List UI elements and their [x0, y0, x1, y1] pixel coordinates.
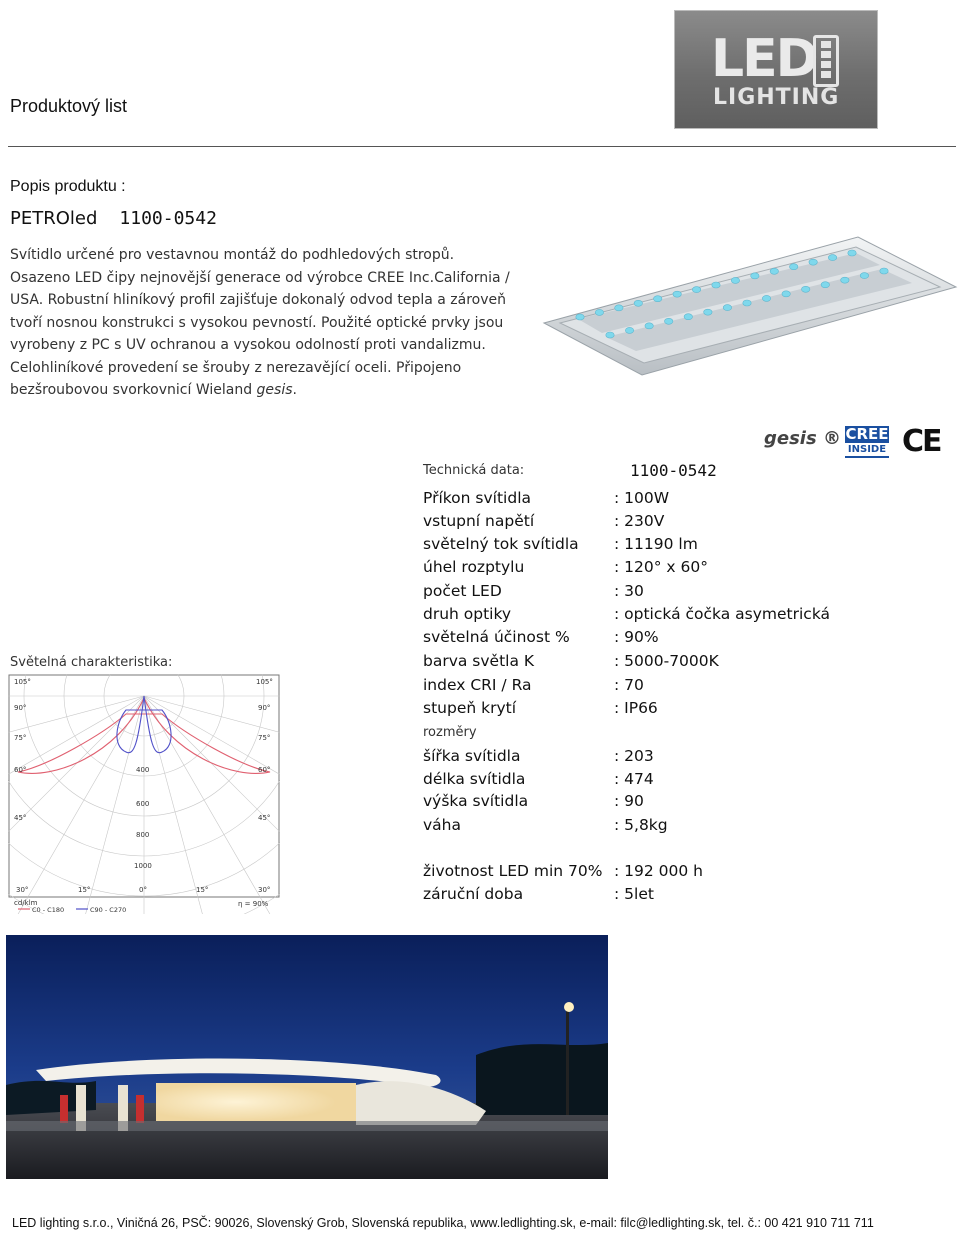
led-dot	[606, 332, 614, 338]
spec-value: : 203	[614, 747, 654, 765]
spec-row-length	[423, 770, 654, 788]
spec-label: úhel rozptylu	[423, 558, 525, 576]
spec-row-voltage	[423, 512, 665, 530]
spec-row-power	[423, 489, 670, 507]
spec-label: stupeň krytí	[423, 699, 517, 717]
logo-subword: LIGHTING	[713, 85, 840, 110]
spec-label: počet LED	[423, 582, 502, 600]
led-dot	[841, 277, 849, 283]
led-dot	[821, 282, 829, 288]
spec-label: délka svítidla	[423, 770, 526, 788]
angle-label: 90°	[14, 704, 27, 712]
cree-inside-logo	[845, 426, 889, 458]
spec-row-color-temp	[423, 652, 719, 670]
spec-value: : 5000-7000K	[614, 652, 719, 670]
spec-label: Příkon svítidla	[423, 489, 531, 507]
led-dot	[860, 273, 868, 279]
spec-value: : 192 000 h	[614, 862, 703, 880]
spec-label: záruční doba	[423, 885, 524, 903]
spec-row-cri	[423, 676, 644, 694]
led-dot	[692, 287, 700, 293]
led-dot	[880, 268, 888, 274]
led-dot	[828, 255, 836, 261]
led-dot	[731, 277, 739, 283]
ce-mark: CE	[902, 424, 941, 459]
led-dot	[723, 305, 731, 311]
spec-row-width	[423, 747, 654, 765]
product-name	[10, 208, 217, 229]
spec-value: : 11190 lm	[614, 535, 698, 553]
spec-value: : 100W	[614, 489, 670, 507]
unit-label: cd/klm	[14, 899, 38, 907]
product-description	[10, 244, 530, 402]
product-code: 1100-0542	[119, 208, 217, 229]
angle-label: 75°	[14, 734, 27, 742]
spec-row-luminous-flux	[423, 535, 698, 553]
led-dot	[770, 268, 778, 274]
radial-value: 1000	[134, 862, 152, 870]
spec-label: rozměry	[423, 725, 477, 740]
spec-row-ip-rating	[423, 699, 658, 717]
description-end: .	[292, 382, 297, 398]
photometry-label: Světelná charakteristika:	[10, 655, 173, 670]
led-dot	[790, 264, 798, 270]
angle-label: 105°	[256, 678, 273, 686]
tech-data-code: 1100-0542	[630, 461, 717, 480]
led-dot	[595, 309, 603, 315]
spec-label: index CRI / Ra	[423, 676, 532, 694]
led-dot	[645, 323, 653, 329]
section-label: Popis produktu :	[10, 178, 126, 195]
led-dot	[576, 314, 584, 320]
description-brand: gesis	[256, 382, 293, 398]
spec-row-weight	[423, 816, 668, 834]
spec-label: váha	[423, 816, 461, 834]
led-dot	[762, 295, 770, 301]
led-dot	[751, 273, 759, 279]
cree-logo-top: CREE	[845, 425, 889, 443]
spec-label: světelná účinost %	[423, 628, 570, 646]
led-dot	[743, 300, 751, 306]
led-dot	[634, 300, 642, 306]
led-dot	[802, 286, 810, 292]
polar-light-distribution-diagram	[8, 674, 280, 914]
spec-label: druh optiky	[423, 605, 512, 623]
spec-label: vstupní napětí	[423, 512, 535, 530]
led-dot	[809, 259, 817, 265]
led-dot	[673, 291, 681, 297]
led-dot	[654, 296, 662, 302]
spec-label: výška svítidla	[423, 792, 529, 810]
description-line: USA. Robustní hliníkový profil zajišťuje dokonalý odvod tepla a zároveň	[10, 292, 507, 308]
spec-value: : 70	[614, 676, 644, 694]
led-dot	[848, 250, 856, 256]
angle-label: 45°	[14, 814, 27, 822]
led-dot	[665, 318, 673, 324]
spec-row-lifetime	[423, 862, 703, 880]
angle-label: 90°	[258, 704, 271, 712]
led-dot	[782, 291, 790, 297]
led-lighting-logo	[674, 10, 878, 129]
logo-chip-icon	[813, 35, 839, 87]
radial-value: 600	[136, 800, 150, 808]
spec-value: : 5,8kg	[614, 816, 668, 834]
document-title: Produktový list	[10, 96, 128, 116]
spec-value: : 120° x 60°	[614, 558, 708, 576]
legend-c0: C0 - C180	[32, 906, 65, 914]
led-dot	[625, 327, 633, 333]
angle-label: 45°	[258, 814, 271, 822]
description-line: Celohliníkové provedení se šrouby z nerezavějící oceli. Připojeno	[10, 359, 462, 376]
angle-label: 60°	[258, 766, 271, 774]
spec-value: : 230V	[614, 512, 665, 530]
radial-value: 400	[136, 766, 150, 774]
bottom-angle: 30°	[258, 886, 271, 894]
description-line: vyrobeny z PC s UV ochranou a vysokou odolností proti vandalizmu.	[10, 337, 486, 353]
spec-value: : 30	[614, 582, 644, 600]
spec-row-optics	[423, 605, 831, 623]
description-line: tvoří nosnou konstrukci s vysokou pevností. Použité optické prvky jsou	[10, 314, 504, 331]
angle-label: 60°	[14, 766, 27, 774]
logo-word: LED	[711, 29, 817, 89]
bottom-angle: 0°	[139, 886, 147, 894]
bottom-angle: 30°	[16, 886, 29, 894]
spec-value: : 5let	[614, 885, 654, 903]
radial-value: 800	[136, 831, 150, 839]
spec-value: : 474	[614, 770, 654, 788]
spec-value: : optická čočka asymetrická	[614, 605, 831, 623]
spec-value: : IP66	[614, 699, 658, 717]
spec-label: barva světla K	[423, 652, 535, 670]
legend-c90: C90 - C270	[90, 906, 127, 914]
description-line: Svítidlo určené pro vestavnou montáž do podhledových stropů.	[10, 247, 455, 263]
spec-row-efficiency	[423, 628, 659, 646]
description-line	[10, 379, 530, 402]
led-dot	[615, 305, 623, 311]
spec-row-led-count	[423, 582, 644, 600]
luminaire-product-image	[540, 235, 958, 380]
angle-label: 75°	[258, 734, 271, 742]
led-dot	[684, 314, 692, 320]
angle-label: 105°	[14, 678, 31, 686]
header-divider	[8, 146, 956, 147]
spec-value: : 90	[614, 792, 644, 810]
spec-label: světelný tok svítidla	[423, 535, 579, 553]
led-dot	[704, 309, 712, 315]
spec-label: šířka svítidla	[423, 747, 521, 765]
spec-row-height	[423, 792, 644, 810]
tech-data-header: Technická data:	[423, 463, 525, 478]
spec-value: : 90%	[614, 628, 659, 646]
bottom-angle: 15°	[78, 886, 91, 894]
spec-row-warranty	[423, 885, 654, 903]
gesis-logo: gesis ®	[764, 428, 841, 449]
spec-row-dimensions-heading	[423, 725, 477, 740]
footer-contact: LED lighting s.r.o., Viničná 26, PSČ: 90026, Slovenský Grob, Slovenská republika, www.ledlighting.sk, e-mail: filc@ledlighting.sk, tel. č.: 00 421 910 711 711	[12, 1216, 874, 1230]
spec-row-beam-angle	[423, 558, 708, 576]
product-name-text: PETROled	[10, 208, 98, 229]
spec-label: životnost LED min 70%	[423, 862, 603, 880]
cree-logo-bottom: INSIDE	[845, 443, 889, 456]
gas-station-night-photo	[6, 935, 608, 1179]
led-dot	[712, 282, 720, 288]
bottom-angle: 15°	[196, 886, 209, 894]
description-line: Osazeno LED čipy nejnovější generace od výrobce CREE Inc.California /	[10, 269, 510, 286]
description-line-text: bezšroubovou svorkovnicí Wieland	[10, 382, 257, 398]
efficiency-label: η = 90%	[238, 900, 269, 908]
